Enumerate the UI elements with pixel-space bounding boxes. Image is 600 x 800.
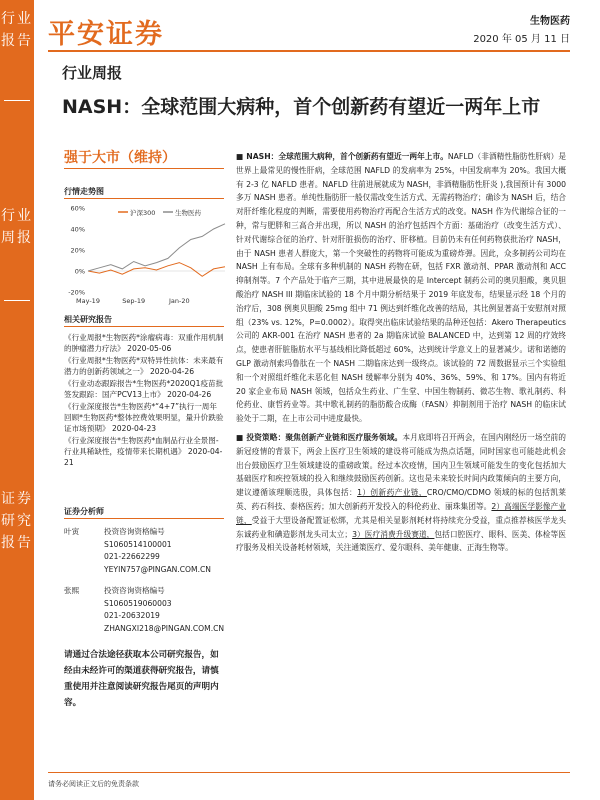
y-tick-label: 60% xyxy=(70,204,85,213)
analyst-name: 叶寅 xyxy=(64,527,80,536)
footer-divider xyxy=(48,772,570,773)
analyst-id: S1060514100001 xyxy=(104,539,172,549)
legend-label-hs300: 沪深300 xyxy=(130,209,156,217)
related-item[interactable]: 《行业深度报告*生物医药*“4+7”执行一周年回顾*生物医药*整体控费效果明显，量升价跌验证市场预期》 2020-04-23 xyxy=(64,402,224,433)
related-item[interactable]: 《行业深度报告*生物医药*血制品行业全景图-行业具稀缺性，疫情带来长期机遇》 2020-04-21 xyxy=(64,436,223,467)
x-tick-label: May-19 xyxy=(76,297,100,305)
industry-label: 生物医药 xyxy=(530,16,570,27)
related-item[interactable]: 《行业周报*生物医药*涂瘤病毒：双重作用机制的肿瘤潜力疗法》 2020-05-06 xyxy=(64,333,224,353)
analyst-contact xyxy=(104,526,229,576)
page-title: NASH：全球范围大病种，首个创新药有望近一两年上市 xyxy=(62,96,541,118)
paragraph-text: 本月底即将召开两会，在国内刚经历一场空前的新冠疫情的背景下，两会上医疗卫生领域的建设将可能成为热点话题，同时国家也可能趁此机会出台鼓励医疗卫生领域建设的重磅政策。经过本次疫情，国内卫生领域可能发生的变化包括加大基础医疗和疾控领域的投入和继续鼓励医药创新。这也是未来较长时间内政策倾向的主要方向，建议遵循该理顺选股，具体包括： xyxy=(236,432,566,498)
analyst-title: 投资咨询资格编号 xyxy=(104,527,165,536)
related-heading: 相关研究报告 xyxy=(64,315,112,324)
related-item[interactable]: 《行业动态跟踪报告*生物医药*2020Q1疫苗批签发跟踪：国产PCV13上市》 2020-04-26 xyxy=(64,379,224,399)
sidebar xyxy=(0,0,34,800)
sidebar-bottom-label: 证券研究报告 xyxy=(1,491,33,551)
paragraph-text: NAFLD（非酒精性脂肪性肝病）是世界上最常见的慢性肝病，全球范围 NAFLD 的发病率为 25%，中国发病率为 20%。我国大概有 2-3 亿 NAFLD 患者。NAFLD 往前进展就成为 NASH，非酒精脂肪性肝炎 ),我国预计有 3000 多万 NASH 患者。单纯性脂肪肝一般仅需改变生活方式、无需药物治疗；确诊为 NASH 后，结合对肝纤维化程度的判断，需要使用药物治疗再配合生活方式的改变。NASH 作为代谢综合征的一种，常与肥胖和三高合并出现，所以 NASH 的治疗包括四个方面：基础治疗（改变生活方式）、针对代谢综合征的治疗、针对肝脏损伤的治疗、肝移植。目前仍未有任何药物获批治疗 NASH，由于 NASH 患者人群庞大，第一个突破性的药物将可能成为重磅炸弹。因此，众多制药公司均在 NASH 上有布局。全球有多种机制的 NASH 药物在研，包括 FXR 激动剂、PPAR 激动剂和 ACC 抑制剂等。7 个产品处于临产三期，其中进展最快的是 Intercept 制药公司的奥贝胆酸，奥贝胆酸治疗 NASH III 期临床试验的 18 个月中期分析结果于 2019 年底发布，结果显示经 18 个月的治疗后，308 例奥贝胆酸 25mg 组中 71 例达到纤维化改善的结局，其比例显著高于安慰剂对照组（23% vs. 12%，P=0.0002）。取得突出临床试验结果的品种还包括：Akero Therapeutics 公司的 AKR-001 在治疗 NASH 患者的 2a 期临床试验 BALANCED 中，达到第 12 周的疗效终点，使患者肝脏脂肪水平与基线相比降低超过 60%，达到统计学意义上的显著减少。诺和诺德的 GLP 激动剂索玛鲁肽在一个 NASH 二期临床达到一级终点。该试验的 72 周数据显示三个实验组和一个对照组纤维化未恶化但 NASH 缓解率分别为 40%、36%、59%、和 17%。国内有将近 20 家企业布局 NASH 领域，包括众生药业、广生堂、中国生物制药、微芯生物、歌礼制药、科伦药业、康哲药业等。其中歌礼制药的脂肪酸合成酶（FASN）抑制剂用于治疗 NASH 的临床试验处于二期，在上市公司中进度最快。 xyxy=(236,152,567,424)
analyst-email[interactable]: ZHANGXI218@PINGAN.COM.CN xyxy=(104,623,225,633)
analyst-phone: 021-20632019 xyxy=(104,611,160,620)
sidebar-top-label: 行业报告 xyxy=(1,11,33,49)
y-tick-label: 40% xyxy=(70,225,85,234)
paragraph-lead: NASH：全球范围大病种，首个创新药有望近一两年上市。 xyxy=(246,152,448,161)
y-tick-label: 0% xyxy=(74,267,85,276)
report-body xyxy=(236,150,566,560)
report-date: 2020 年 05 月 11 日 xyxy=(473,34,570,45)
chart-legend xyxy=(118,208,202,217)
rating-divider xyxy=(64,168,224,169)
y-tick-label: -20% xyxy=(68,288,85,297)
analyst-phone: 021-22662299 xyxy=(104,552,160,561)
related-divider xyxy=(64,326,224,327)
footer-text: 请务必阅读正文后的免责条款 xyxy=(48,780,139,788)
paragraph-lead: 投资策略：聚焦创新产业链和医疗服务领域。 xyxy=(246,432,403,442)
header-divider xyxy=(48,50,570,52)
series-line-biomed xyxy=(88,224,225,271)
company-logo: 平安证券 xyxy=(48,19,164,50)
related-list xyxy=(64,332,224,468)
series-line-hs300 xyxy=(88,263,225,277)
analyst-email[interactable]: YEYIN757@PINGAN.COM.CN xyxy=(104,564,211,574)
paragraph-text: 受益于大型设备配置证松绑，尤其是相关显影剂耗材将持续充分受益，重点推荐核医学龙头东诚药业和碘造影剂龙头司太立； xyxy=(236,515,566,539)
body-paragraph-1: ■ NASH：全球范围大病种，首个创新药有望近一两年上市。NAFLD（非酒精性脂肪性肝病）是世界上最常见的慢性肝病，全球范围 NAFLD 的发病率为 25%，中国发病率为 20%。我国大概有 2-3 亿 NAFLD 患者。NAFLD 往前进展就成为 NASH，非酒精脂肪性肝炎 ),我国预计有 3000 多万 NASH 患者。单纯性脂肪肝一般仅需改变生活方式、无需药物治疗；确诊为 NASH 后，结合对肝纤维化程度的判断，需要使用药物治疗再配合生活方式的改变。NASH 作为代谢综合征的一种，常与肥胖和三高合并出现，所以 NASH 的治疗包括四个方面：基础治疗（改变生活方式）、针对代谢综合征的治疗、针对肝脏损伤的治疗、肝移植。目前仍未有任何药物获批治疗 NASH，由于 NASH 患者人群庞大，第一个突破性的药物将可能成为重磅炸弹。因此，众多制药公司均在 NASH 上有布局。全球有多种机制的 NASH 药物在研，包括 FXR 激动剂、PPAR 激动剂和 ACC 抑制剂等。7 个产品处于临产三期，其中进展最快的是 Intercept 制药公司的奥贝胆酸，奥贝胆酸治疗 NASH III 期临床试验的 18 个月中期分析结果于 2019 年底发布，结果显示经 18 个月的治疗后，308 例奥贝胆酸 25mg 组中 71 例达到纤维化改善的结局，其比例显著高于安慰剂对照组（23% vs. 12%，P=0.0002）。取得突出临床试验结果的品种还包括：Akero Therapeutics 公司的 AKR-001 在治疗 NASH 患者的 2a 期临床试验 BALANCED 中，达到第 12 周的疗效终点，使患者肝脏脂肪水平与基线相比降低超过 60%，达到统计学意义上的显著减少。诺和诺德的 GLP 激动剂索玛鲁肽在一个 NASH 二期临床达到一级终点。该试验的 72 周数据显示三个实验组和一个对照组纤维化未恶化但 NASH 缓解率分别为 40%、36%、59%、和 17%。国内有将近 20 家企业布局 NASH 领域，包括众生药业、广生堂、中国生物制药、微芯生物、歌礼制药、科伦药业、康哲药业等。其中歌礼制药的脂肪酸合成酶（FASN）抑制剂用于治疗 NASH 的临床试验处于二期，在上市公司中进度最快。 xyxy=(236,152,567,424)
analysts-divider xyxy=(64,518,224,519)
x-tick-label: Jan-20 xyxy=(169,297,190,305)
strategy-item-1: 1）创新药产业链， xyxy=(357,488,427,498)
body-paragraph-2: ■ 投资策略：聚焦创新产业链和医疗服务领域。本月底即将召开两会，在国内刚经历一场空前的新冠疫情的背景下，两会上医疗卫生领域的建设将可能成为热点话题，同时国家也可能趁此机会出台鼓励医疗卫生领域建设的重磅政策。经过本次疫情，国内卫生领域可能发生的变化包括加大基础医疗和疾控领域的投入和继续鼓励医药创新。这也是未来较长时间内政策倾向的主要方向，建议遵循该理顺选股，具体包括：1）创新药产业链，CRO/CMO/CDMO 领域的标的包括凯莱英、药石科技、泰格医药；加大创新药开发投入的科伦药业、丽珠集团等。2）高端医学影像产业链，受益于大型设备配置证松绑，尤其是相关显影剂耗材将持续充分受益，重点推荐核医学龙头东诚药业和碘造影剂龙头司太立；3）医疗消费升级赛道，包括口腔医疗、眼科、医美、体检等医疗服务及相关设备耗材领域，关注通策医疗、爱尔眼科、美年健康、正海生物等。 xyxy=(236,432,566,553)
y-tick-label: 20% xyxy=(70,246,85,255)
trend-heading: 行情走势图 xyxy=(64,187,104,196)
legend-label-biomed: 生物医药 xyxy=(175,209,201,217)
disclaimer-note: 请通过合法途径获取本公司研究报告，如经由未经许可的渠道获得研究报告，请慎重使用并注意阅读研究报告尾页的声明内容。 xyxy=(64,650,219,708)
report-type: 行业周报 xyxy=(62,64,123,82)
strategy-item-2: 2）高端医学影像产业链， xyxy=(236,501,566,525)
analyst-name: 张熙 xyxy=(64,586,80,595)
paragraph-text: 包括口腔医疗、眼科、医美、体检等医疗服务及相关设备耗材领域，关注通策医疗、爱尔眼科、美年健康、正海生物等。 xyxy=(236,529,566,553)
sidebar-divider xyxy=(4,100,30,101)
rating-label: 强于大市（维持） xyxy=(64,150,176,166)
sidebar-middle-label: 行业周报 xyxy=(1,208,33,246)
analyst-title: 投资咨询资格编号 xyxy=(104,586,165,595)
paragraph-text: CRO/CMO/CDMO 领域的标的包括凯莱英、药石科技、泰格医药；加大创新药开发投入的科伦药业、丽珠集团等。 xyxy=(236,488,566,511)
x-tick-label: Sep-19 xyxy=(122,297,146,305)
analysts-heading: 证券分析师 xyxy=(64,507,104,516)
analyst-contact xyxy=(104,585,229,635)
sidebar-divider xyxy=(4,300,30,301)
related-item[interactable]: 《行业周报*生物医药*双特异性抗体：未来最有潜力的创新药领域之一》 2020-04-26 xyxy=(64,356,224,376)
analyst-id: S1060519060003 xyxy=(104,598,172,608)
trend-divider xyxy=(64,198,224,199)
trend-chart-svg xyxy=(60,202,230,307)
trend-chart xyxy=(60,202,230,307)
strategy-item-3: 3）医疗消费升级赛道， xyxy=(352,529,435,539)
